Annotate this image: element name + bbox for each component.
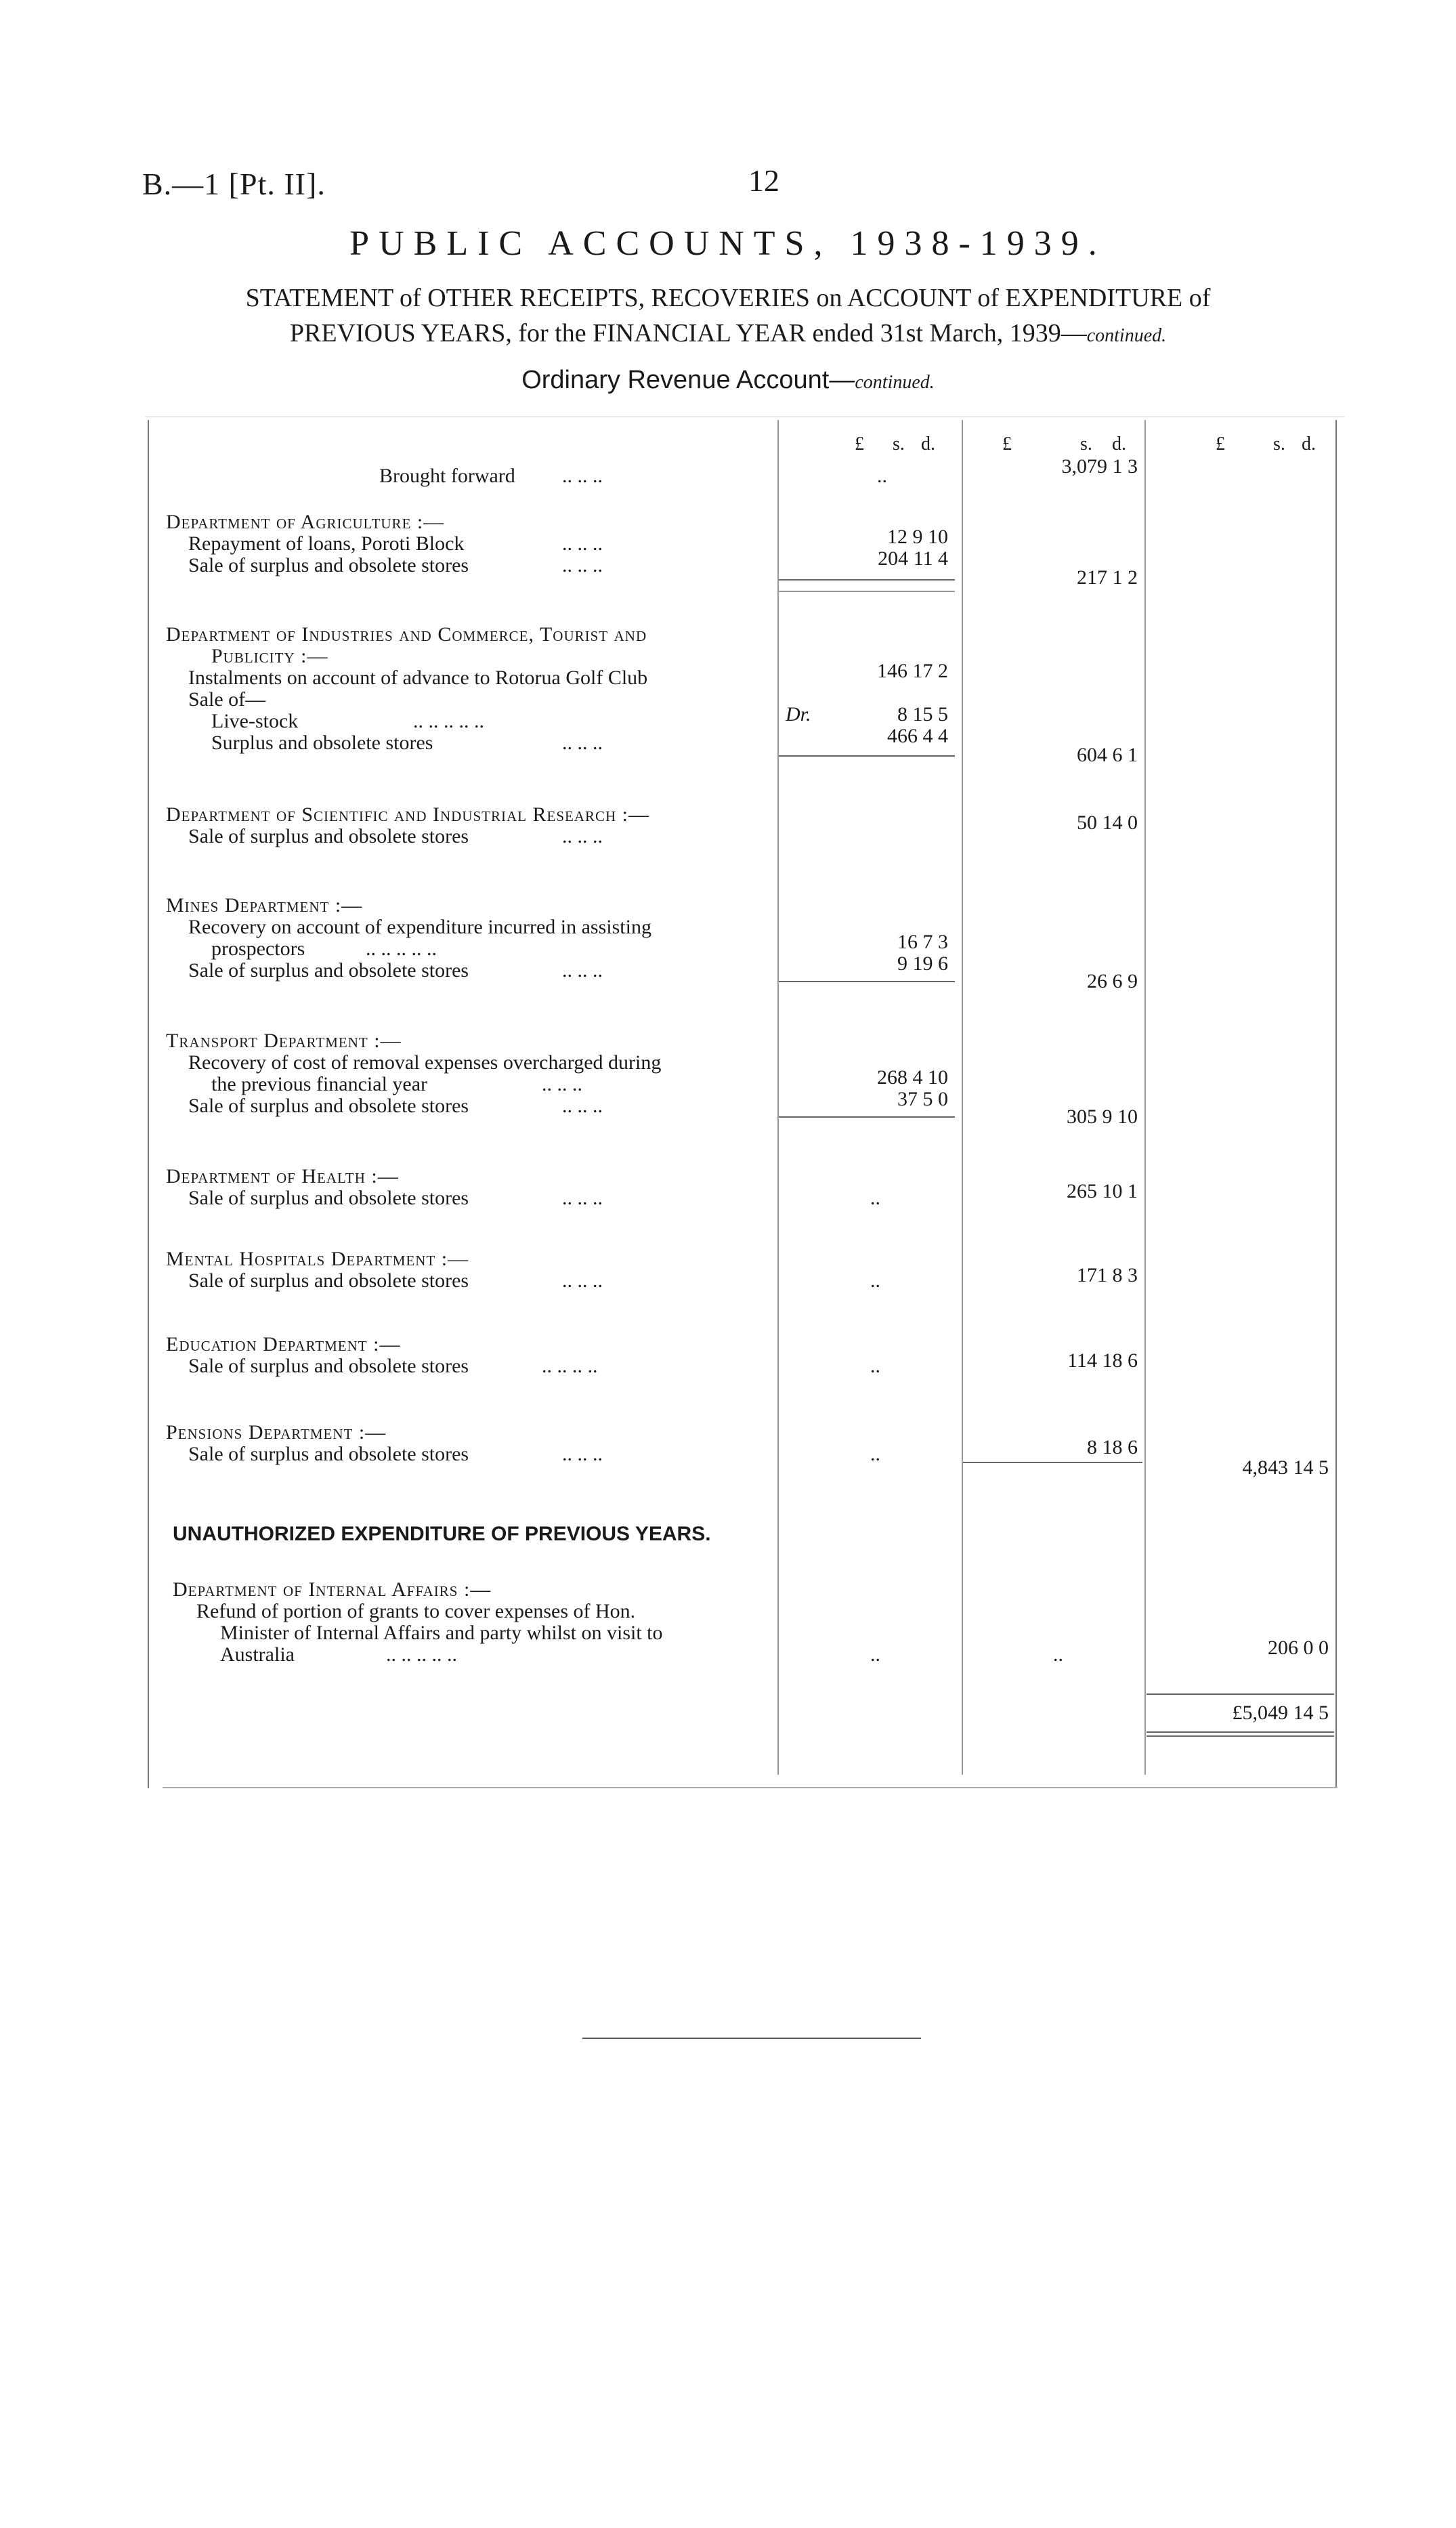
line-item: Recovery on account of expenditure incurred in assisting [188, 916, 651, 938]
amount-c1: .. [870, 1443, 880, 1465]
line-item: Recovery of cost of removal expenses overcharged during [188, 1051, 662, 1074]
subtitle-main: PREVIOUS YEARS, for the FINANCIAL YEAR ended 31st March, 1939— [289, 319, 1087, 347]
account-title [0, 366, 1456, 395]
dots: .. .. .. [562, 554, 603, 576]
line-item: Sale of surplus and obsolete stores [188, 1443, 469, 1465]
account-title-main: Ordinary Revenue Account— [521, 366, 855, 394]
dots: .. .. .. [562, 732, 603, 754]
dots: .. .. .. .. .. [386, 1643, 457, 1666]
amount-c1: 37 5 0 [897, 1088, 948, 1110]
line-item-continued: prospectors [211, 938, 305, 960]
amount-c1: 268 4 10 [877, 1066, 948, 1089]
col1-pence: d. [921, 434, 935, 455]
amount-c2: 114 18 6 [1067, 1349, 1138, 1372]
dots: .. .. .. .. .. [413, 710, 484, 732]
amount-c2: 26 6 9 [1087, 970, 1138, 992]
account-title-continued: continued. [855, 372, 935, 393]
dots: .. .. .. .. [542, 1355, 598, 1377]
line-item: Live-stock [211, 710, 299, 732]
line-item: Sale of surplus and obsolete stores [188, 1269, 469, 1292]
amount-c3: 4,843 14 5 [1242, 1456, 1329, 1479]
line-item: Sale of surplus and obsolete stores [188, 825, 469, 847]
amount-c1: .. [870, 1643, 880, 1666]
line-item: Sale of surplus and obsolete stores [188, 1355, 469, 1377]
amount-c1: .. [877, 465, 887, 487]
amount-c1: 9 19 6 [897, 952, 948, 975]
section-heading: Department of Internal Affairs :— [173, 1578, 492, 1601]
line-item-continued: the previous financial year [211, 1073, 428, 1095]
amount-c2: 305 9 10 [1067, 1105, 1138, 1128]
line-item: Sale of surplus and obsolete stores [188, 554, 469, 576]
line-item: Sale of— [188, 688, 266, 711]
dots: .. .. .. [562, 1095, 603, 1117]
line-item: Refund of portion of grants to cover expenses of Hon. [196, 1600, 636, 1622]
amount-c2: 217 1 2 [1077, 566, 1138, 589]
dots: .. .. .. [562, 532, 603, 555]
amount-c2: 3,079 1 3 [1061, 455, 1138, 478]
amount-c1: .. [870, 1187, 880, 1209]
col2-pence: d. [1112, 434, 1126, 455]
dots: .. .. .. [562, 825, 603, 847]
col3-pence: d. [1302, 434, 1316, 455]
page-number: 12 [748, 163, 779, 198]
line-item-continued: Minister of Internal Affairs and party whilst on visit to [220, 1622, 663, 1644]
line-item: Sale of surplus and obsolete stores [188, 959, 469, 982]
dots: .. .. .. [562, 1443, 603, 1465]
debit-marker: Dr. [786, 703, 811, 725]
line-item: Instalments on account of advance to Rotorua Golf Club [188, 667, 648, 689]
amount-c1: 204 11 4 [878, 547, 948, 570]
brought-forward-label: Brought forward [379, 465, 515, 487]
line-item-continued: Australia [220, 1643, 295, 1666]
section-heading: Transport Department :— [166, 1030, 402, 1052]
amount-c2: .. [1053, 1643, 1063, 1666]
dots: .. .. .. [562, 465, 603, 487]
col2-shillings: s. [1080, 434, 1092, 455]
dots: .. .. .. [542, 1073, 582, 1095]
section-heading-continued: Publicity :— [211, 645, 328, 667]
section-heading: Department of Industries and Commerce, Tourist and [166, 623, 647, 646]
amount-c1: .. [870, 1269, 880, 1292]
statement-subtitle-line1: STATEMENT of OTHER RECEIPTS, RECOVERIES on ACCOUNT of EXPENDITURE of [245, 284, 1211, 312]
amount-c3: 206 0 0 [1268, 1637, 1329, 1659]
statement-subtitle-line2 [0, 318, 1456, 348]
section-heading: Department of Agriculture :— [166, 511, 445, 533]
grand-total: £5,049 14 5 [1232, 1702, 1329, 1724]
amount-c1: 146 17 2 [877, 660, 948, 682]
line-item: Sale of surplus and obsolete stores [188, 1187, 469, 1209]
amount-c2: 8 18 6 [1087, 1436, 1138, 1458]
section-heading: Pensions Department :— [166, 1421, 387, 1444]
dots: .. .. .. [562, 1269, 603, 1292]
col3-shillings: s. [1273, 434, 1285, 455]
section-title: UNAUTHORIZED EXPENDITURE OF PREVIOUS YEARS. [173, 1523, 711, 1545]
col3-pound: £ [1216, 434, 1225, 455]
col1-pound: £ [855, 434, 864, 455]
amount-c1: 466 4 4 [887, 725, 948, 747]
col1-shillings: s. [893, 434, 905, 455]
col2-pound: £ [1002, 434, 1012, 455]
line-item: Repayment of loans, Poroti Block [188, 532, 465, 555]
amount-c2: 604 6 1 [1077, 744, 1138, 766]
dots: .. .. .. [562, 1187, 603, 1209]
section-heading: Department of Health :— [166, 1165, 399, 1187]
section-heading: Department of Scientific and Industrial Research :— [166, 803, 650, 826]
page-title: PUBLIC ACCOUNTS, 1938-1939. [349, 224, 1107, 263]
line-item: Sale of surplus and obsolete stores [188, 1095, 469, 1117]
dots: .. .. .. [562, 959, 603, 982]
amount-c2: 50 14 0 [1077, 812, 1138, 834]
document-reference: B.—1 [Pt. II]. [142, 167, 326, 201]
amount-c1: .. [870, 1355, 880, 1377]
amount-c1: 12 9 10 [887, 526, 948, 548]
amount-c2: 265 10 1 [1067, 1180, 1138, 1202]
section-heading: Mental Hospitals Department :— [166, 1248, 469, 1270]
line-item: Surplus and obsolete stores [211, 732, 433, 754]
subtitle-continued: continued. [1086, 325, 1167, 346]
amount-c2: 171 8 3 [1077, 1264, 1138, 1286]
section-heading: Education Department :— [166, 1333, 401, 1355]
amount-c1: 16 7 3 [897, 931, 948, 953]
section-heading: Mines Department :— [166, 894, 363, 917]
amount-c1: 8 15 5 [897, 703, 948, 725]
dots: .. .. .. .. .. [366, 938, 437, 960]
